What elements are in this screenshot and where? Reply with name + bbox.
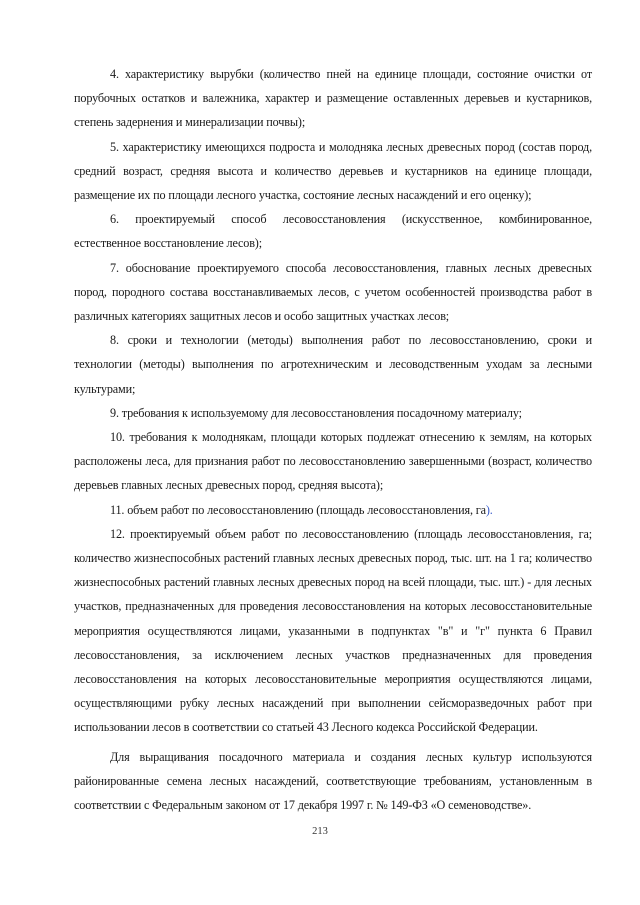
paragraph-item-8: 8. сроки и технологии (методы) выполнения работ по лесовосстановлению, сроки и технологии (методы) выполнения по агротехническим и лесоводственным уходам за лесными культурами; <box>74 333 592 396</box>
paragraph-item-7: 7. обоснование проектируемого способа лесовосстановления, главных лесных древесных пород, породного состава восстанавливаемых лесов, с учетом особенностей производства работ в различных категориях защитных лесов и особо защитных участках лесов; <box>74 260 592 324</box>
paragraph-item-11-end: ). <box>485 502 493 517</box>
paragraph-item-11-text: 11. объем работ по лесовосстановлению (площадь лесовосстановления, га <box>110 502 486 517</box>
paragraph-item-10: 10. требования к молоднякам, площади которых подлежат отнесению к землям, на которых расположены леса, для признания работ по лесовосстановлению завершенными (возраст, количество деревьев главных лесных древесных пород, средняя высота); <box>74 430 592 493</box>
paragraph-item-11 <box>74 498 592 522</box>
paragraph-seed-requirements: Для выращивания посадочного материала и создания лесных культур используются районированные семена лесных насаждений, соответствующие требованиям, установленным в соответствии с Федеральным законом от 17 декабря 1997 г. № 149-ФЗ «О семеноводстве». <box>74 749 592 813</box>
page-number: 213 <box>312 826 328 837</box>
paragraph-item-4: 4. характеристику вырубки (количество пней на единице площади, состояние очистки от порубочных остатков и валежника, характер и размещение оставленных деревьев и кустарников, степень задернения и минерализации почвы); <box>74 67 592 130</box>
paragraph-item-12: 12. проектируемый объем работ по лесовосстановлению (площадь лесовосстановления, га; количество жизнеспособных растений главных лесных древесных пород, тыс. шт. на 1 га; количество жизнеспособных растений главных лесных древесных пород на всей площади, тыс. шт.) - для лесных участков, предназначенных для проведения лесовосстановления на которых лесовосстановительные мероприятия осуществляются лицами, указанными в подпунктах "в" и "г" пункта 6 Правил лесовосстановления, за исключением лесных участков предназначенных для проведения лесовосстановления на которых лесовосстановительные мероприятия осуществляются лицами, осуществляющими рубку лесных насаждений при выполнении сейсморазведочных работ при использовании лесов в соответствии со статьей 43 Лесного кодекса Российской Федерации. <box>74 526 592 735</box>
document-body <box>74 62 592 817</box>
paragraph-item-9: 9. требования к используемому для лесовосстановления посадочному материалу; <box>110 405 522 420</box>
paragraph-item-6: 6. проектируемый способ лесовосстановления (искусственное, комбинированное, естественное восстановление лесов); <box>74 212 592 251</box>
paragraph-item-5: 5. характеристику имеющихся подроста и молодняка лесных древесных пород (состав пород, средний возраст, средняя высота и количество деревьев и кустарников на единице площади, размещение их по площади лесного участка, состояние лесных насаждений и его оценку); <box>74 139 592 203</box>
